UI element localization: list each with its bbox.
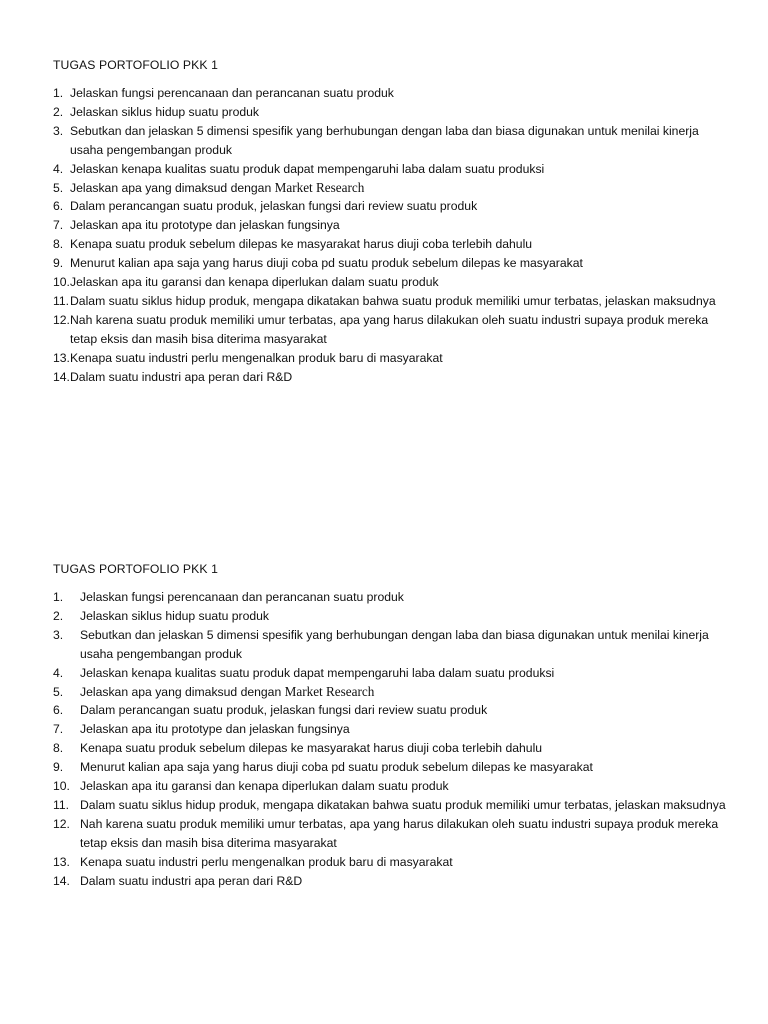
item-text bbox=[70, 311, 733, 349]
list-item bbox=[53, 777, 733, 796]
list-item bbox=[53, 179, 733, 198]
item-number: 10. bbox=[53, 779, 70, 794]
item-text-main: Dalam perancangan suatu produk, jelaskan fungsi dari review suatu produk bbox=[70, 199, 478, 214]
item-text bbox=[70, 84, 733, 103]
item-number: 1. bbox=[53, 86, 64, 100]
list-item bbox=[53, 664, 733, 683]
item-number: 3. bbox=[53, 123, 64, 138]
list-item bbox=[53, 758, 733, 777]
list-item bbox=[53, 216, 733, 235]
list-item bbox=[53, 701, 733, 720]
item-text-main: Sebutkan dan jelaskan 5 dimensi spesifik yang berhubungan dengan laba dan biasa digunakan untuk menilai kinerja usaha pengembangan produk bbox=[70, 123, 699, 157]
item-text-main: Kenapa suatu industri perlu mengenalkan produk baru di masyarakat bbox=[70, 350, 443, 365]
item-text-main: Jelaskan apa yang dimaksud dengan bbox=[70, 180, 275, 195]
item-number: 11. bbox=[53, 797, 70, 812]
item-number: 7. bbox=[53, 722, 64, 737]
list-item bbox=[53, 815, 733, 853]
item-text bbox=[70, 160, 733, 179]
list-item bbox=[53, 235, 733, 254]
item-text-main: Kenapa suatu industri perlu mengenalkan produk baru di masyarakat bbox=[80, 854, 453, 869]
list-item bbox=[53, 84, 733, 103]
list-item bbox=[53, 349, 733, 368]
item-text-main: Jelaskan fungsi perencanaan dan perancanan suatu produk bbox=[70, 86, 394, 100]
block-title: TUGAS PORTOFOLIO PKK 1 bbox=[53, 562, 218, 576]
item-text bbox=[80, 626, 733, 664]
item-text bbox=[80, 701, 733, 720]
list-item bbox=[53, 872, 733, 891]
item-text bbox=[70, 179, 733, 198]
list-item bbox=[53, 588, 733, 607]
item-text bbox=[80, 607, 733, 626]
item-number: 2. bbox=[53, 104, 64, 119]
item-number: 3. bbox=[53, 627, 64, 642]
item-text bbox=[80, 815, 733, 853]
item-number: 13. bbox=[53, 350, 70, 365]
item-number: 12. bbox=[53, 816, 70, 831]
item-text-main: Dalam suatu industri apa peran dari R&D bbox=[70, 369, 293, 384]
list-item bbox=[53, 368, 733, 387]
item-text-main: Menurut kalian apa saja yang harus diuji coba pd suatu produk sebelum dilepas ke masyarakat bbox=[70, 256, 583, 271]
item-text-main: Nah karena suatu produk memiliki umur terbatas, apa yang harus dilakukan oleh suatu industri supaya produk mereka tetap eksis dan masih bisa diterima masyarakat bbox=[70, 312, 709, 346]
portfolio-task-block-2 bbox=[53, 560, 733, 891]
question-list bbox=[53, 84, 733, 387]
item-text-main: Jelaskan siklus hidup suatu produk bbox=[80, 608, 270, 623]
item-text-main: Jelaskan apa itu garansi dan kenapa diperlukan dalam suatu produk bbox=[80, 779, 449, 794]
list-item bbox=[53, 160, 733, 179]
item-text-main: Sebutkan dan jelaskan 5 dimensi spesifik yang berhubungan dengan laba dan biasa digunakan untuk menilai kinerja usaha pengembangan produk bbox=[80, 627, 709, 661]
item-text bbox=[80, 720, 733, 739]
list-item bbox=[53, 796, 733, 815]
item-number: 8. bbox=[53, 741, 64, 756]
item-number: 9. bbox=[53, 760, 64, 775]
item-number: 5. bbox=[53, 684, 64, 699]
item-number: 10. bbox=[53, 275, 70, 290]
list-item bbox=[53, 197, 733, 216]
item-text bbox=[80, 758, 733, 777]
item-text-main: Jelaskan apa yang dimaksud dengan bbox=[80, 684, 285, 699]
item-number: 2. bbox=[53, 608, 64, 623]
item-number: 14. bbox=[53, 873, 70, 888]
item-number: 12. bbox=[53, 312, 70, 327]
item-text-main: Jelaskan fungsi perencanaan dan perancanan suatu produk bbox=[80, 590, 404, 604]
item-number: 5. bbox=[53, 180, 64, 195]
item-number: 6. bbox=[53, 703, 64, 718]
item-text bbox=[70, 368, 733, 387]
item-number: 9. bbox=[53, 256, 64, 271]
item-number: 13. bbox=[53, 854, 70, 869]
question-list bbox=[53, 588, 733, 891]
item-text bbox=[70, 122, 733, 160]
item-text bbox=[70, 216, 733, 235]
item-text-main: Dalam suatu siklus hidup produk, mengapa dikatakan bahwa suatu produk memiliki umur terbatas, jelaskan maksudnya bbox=[80, 797, 726, 812]
item-text bbox=[70, 292, 733, 311]
list-item bbox=[53, 739, 733, 758]
item-text bbox=[80, 683, 733, 702]
list-item bbox=[53, 273, 733, 292]
item-text bbox=[80, 664, 733, 683]
item-text bbox=[70, 254, 733, 273]
item-text-main: Jelaskan kenapa kualitas suatu produk dapat mempengaruhi laba dalam suatu produksi bbox=[70, 161, 545, 176]
block-title: TUGAS PORTOFOLIO PKK 1 bbox=[53, 58, 218, 72]
item-number: 8. bbox=[53, 237, 64, 252]
item-text-main: Jelaskan apa itu prototype dan jelaskan fungsinya bbox=[80, 722, 350, 737]
item-text bbox=[80, 588, 733, 607]
item-text-serif: Market Research bbox=[274, 179, 365, 195]
list-item bbox=[53, 311, 733, 349]
item-text bbox=[70, 349, 733, 368]
item-number: 14. bbox=[53, 369, 70, 384]
item-text bbox=[70, 103, 733, 122]
item-text-main: Jelaskan siklus hidup suatu produk bbox=[70, 104, 260, 119]
item-text-main: Dalam perancangan suatu produk, jelaskan fungsi dari review suatu produk bbox=[80, 703, 488, 718]
item-text bbox=[80, 853, 733, 872]
item-number: 6. bbox=[53, 199, 64, 214]
item-number: 7. bbox=[53, 218, 64, 233]
item-number: 4. bbox=[53, 665, 64, 680]
list-item bbox=[53, 607, 733, 626]
item-text bbox=[80, 872, 733, 891]
item-text bbox=[70, 197, 733, 216]
list-item bbox=[53, 254, 733, 273]
list-item bbox=[53, 122, 733, 160]
item-text-serif: Market Research bbox=[284, 683, 375, 699]
item-text-main: Jelaskan apa itu garansi dan kenapa diperlukan dalam suatu produk bbox=[70, 275, 439, 290]
list-item bbox=[53, 720, 733, 739]
list-item bbox=[53, 683, 733, 702]
item-text-main: Jelaskan apa itu prototype dan jelaskan fungsinya bbox=[70, 218, 340, 233]
item-text-main: Menurut kalian apa saja yang harus diuji coba pd suatu produk sebelum dilepas ke masyarakat bbox=[80, 760, 593, 775]
item-text bbox=[70, 235, 733, 254]
item-text-main: Dalam suatu siklus hidup produk, mengapa dikatakan bahwa suatu produk memiliki umur terbatas, jelaskan maksudnya bbox=[70, 293, 716, 308]
item-text-main: Dalam suatu industri apa peran dari R&D bbox=[80, 873, 303, 888]
list-item bbox=[53, 292, 733, 311]
item-text-main: Jelaskan kenapa kualitas suatu produk dapat mempengaruhi laba dalam suatu produksi bbox=[80, 665, 555, 680]
item-number: 4. bbox=[53, 161, 64, 176]
portfolio-task-block-1 bbox=[53, 56, 733, 387]
item-text bbox=[80, 796, 733, 815]
item-number: 1. bbox=[53, 590, 64, 604]
item-text-main: Nah karena suatu produk memiliki umur terbatas, apa yang harus dilakukan oleh suatu industri supaya produk mereka tetap eksis dan masih bisa diterima masyarakat bbox=[80, 816, 719, 850]
item-text bbox=[80, 777, 733, 796]
item-text bbox=[70, 273, 733, 292]
list-item bbox=[53, 103, 733, 122]
item-text bbox=[80, 739, 733, 758]
item-number: 11. bbox=[53, 293, 70, 308]
item-text-main: Kenapa suatu produk sebelum dilepas ke masyarakat harus diuji coba terlebih dahulu bbox=[80, 741, 543, 756]
list-item bbox=[53, 853, 733, 872]
list-item bbox=[53, 626, 733, 664]
item-text-main: Kenapa suatu produk sebelum dilepas ke masyarakat harus diuji coba terlebih dahulu bbox=[70, 237, 533, 252]
